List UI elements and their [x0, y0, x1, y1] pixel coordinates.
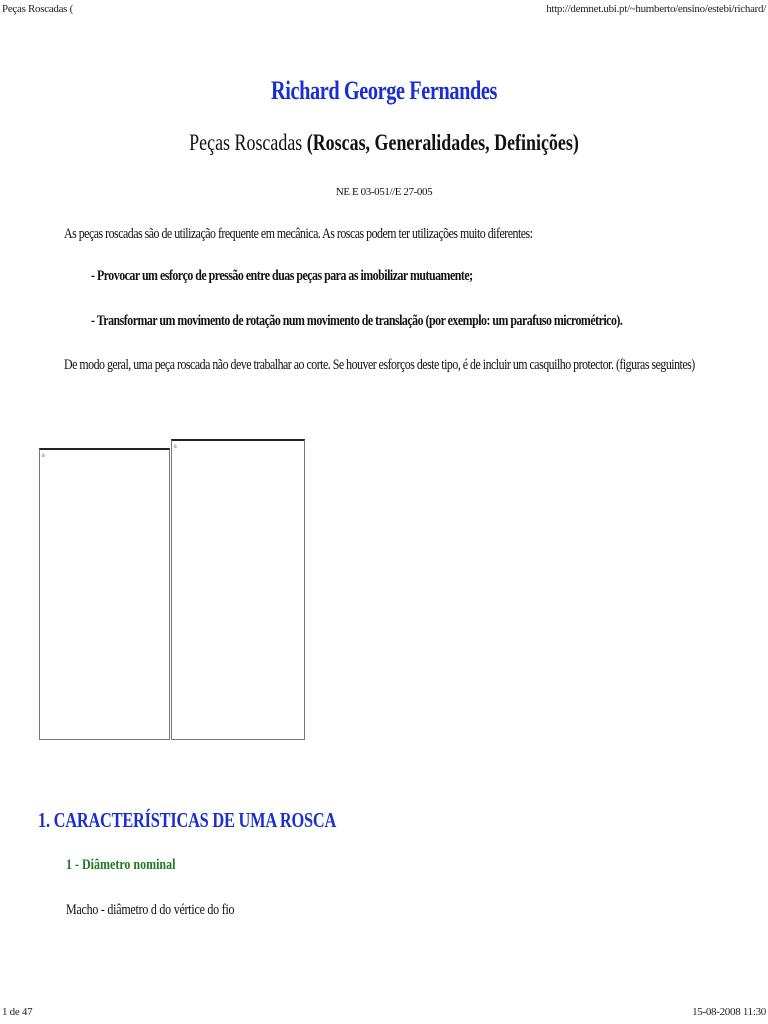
- subsection-heading: 1 - Diâmetro nominal: [66, 857, 176, 873]
- author-name: Richard George Fernandes: [270, 76, 498, 105]
- note-paragraph: De modo geral, uma peça roscada não deve trabalhar ao corte. Se houver esforços deste tipo, é de incluir um casquilho protector. (figuras seguintes): [64, 357, 695, 373]
- page-title: [84, 130, 683, 156]
- figure-placeholder: [39, 448, 170, 740]
- intro-paragraph: As peças roscadas são de utilização frequente em mecânica. As roscas podem ter utilizações muito diferentes:: [64, 226, 533, 242]
- figure-placeholder: [171, 439, 305, 740]
- broken-image-icon: s: [174, 442, 177, 450]
- norm-reference: NE E 03-051//E 27-005: [335, 186, 433, 198]
- bullet-item-pressure: - Provocar um esforço de pressão entre duas peças para as imobilizar mutuamente;: [91, 268, 473, 284]
- broken-image-icon: s: [42, 451, 45, 459]
- title-plain: Peças Roscadas: [189, 130, 307, 155]
- print-timestamp: 15-08-2008 11:30: [692, 1006, 766, 1018]
- print-header-title: Peças Roscadas (: [2, 3, 73, 15]
- page-counter: 1 de 47: [2, 1006, 33, 1018]
- bullet-item-translation: - Transformar um movimento de rotação num movimento de translação (por exemplo: um parafuso micrométrico).: [91, 313, 623, 329]
- print-header-url: http://demnet.ubi.pt/~humberto/ensino/estebi/richard/: [546, 3, 766, 15]
- body-text-line: Macho - diâmetro d do vértice do fio: [66, 902, 235, 918]
- section-heading: 1. CARACTERÍSTICAS DE UMA ROSCA: [38, 808, 337, 832]
- title-bold: (Roscas, Generalidades, Definições): [306, 130, 579, 155]
